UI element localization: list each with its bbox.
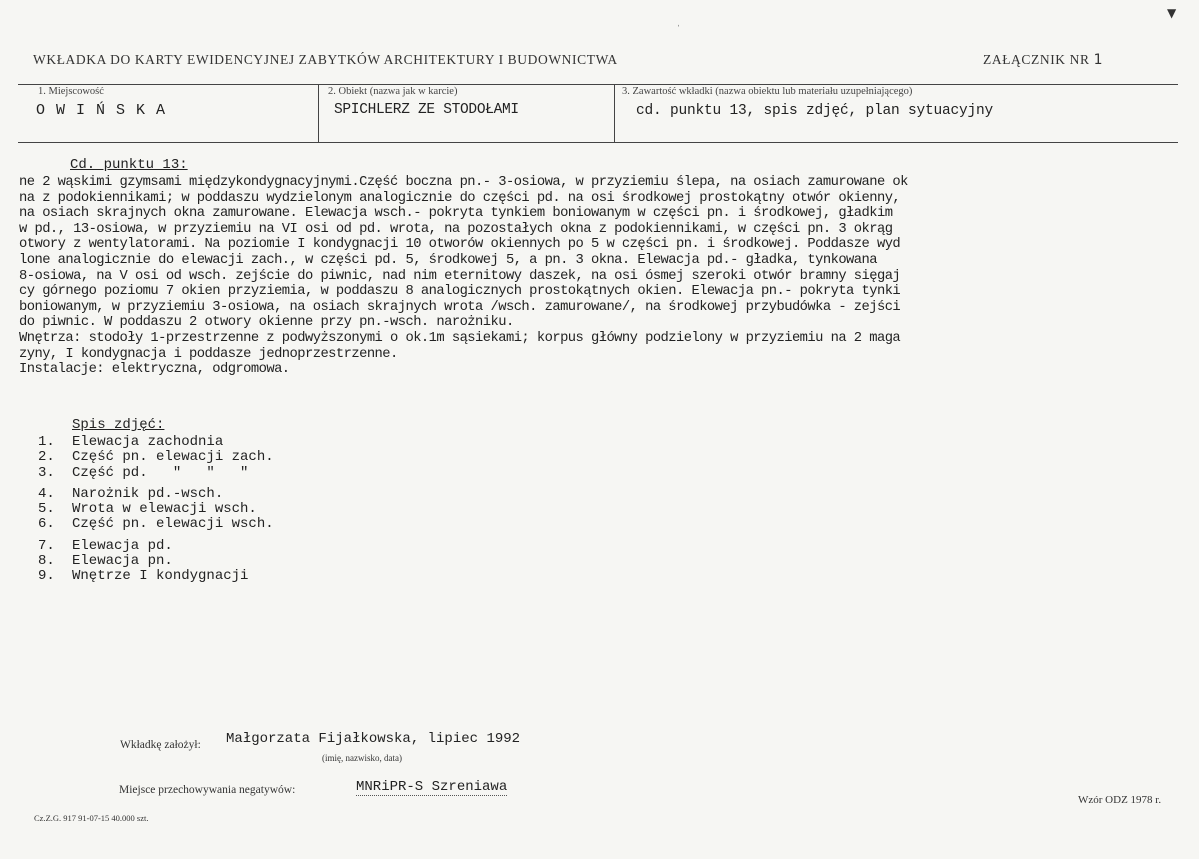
locality-value: O W I Ń S K A (36, 102, 167, 119)
text-line: otwory z wentylatorami. Na poziomie I kondygnacji 10 otworów okiennych po 5 w części pn. i środkowej. Poddasze wyd (19, 237, 901, 253)
text-line: Instalacje: elektryczna, odgromowa. (19, 362, 290, 378)
author-value: Małgorzata Fijałkowska, lipiec 1992 (226, 731, 521, 747)
photo-list (38, 435, 274, 585)
list-item: 8. Elewacja pn. (38, 553, 173, 570)
locality-label: 1. Miejscowość (38, 86, 104, 97)
text-line: zyny, I kondygnacja i poddasze jednoprzestrzenne. (19, 346, 398, 362)
annex-number: 1 (1093, 52, 1104, 68)
list-item: 4. Narożnik pd.-wsch. (38, 485, 224, 502)
photos-heading: Spis zdjęć: (72, 417, 165, 433)
text-line: do piwnic. W poddaszu 2 otwory okienne przy pn.-wsch. narożniku. (19, 315, 514, 331)
text-line: ne 2 wąskimi gzymsami międzykondygnacyjnymi.Część boczna pn.- 3-osiowa, w przyziemiu ślepa, na osiach zamurowane ok (19, 175, 908, 190)
author-label: Wkładkę założył: (120, 739, 201, 751)
description-text (19, 175, 1194, 378)
list-item: 6. Część pn. elewacji wsch. (38, 516, 274, 533)
object-label: 2. Obiekt (nazwa jak w karcie) (328, 86, 458, 97)
author-caption: (imię, nazwisko, data) (322, 753, 402, 763)
field-divider-2 (614, 84, 615, 142)
text-line: na z podokiennikami; w poddaszu wydzielonym analogicznie do części pd. na osi środkowej prostokątny otwór okienny, (19, 190, 901, 206)
text-line: Wnętrza: stodoły 1-przestrzenne z podwyższonymi o ok.1m sąsiekami; korpus główny podzielony w przyziemiu na 2 maga (19, 330, 901, 346)
section-heading: Cd. punktu 13: (70, 157, 188, 173)
template-note: Wzór ODZ 1978 r. (1078, 794, 1162, 806)
list-item: 9. Wnętrze I kondygnacji (38, 568, 249, 585)
text-line: na osiach skrajnych okna zamurowane. Elewacja wsch.- pokryta tynkiem boniowanym w części pn. i środkowej, gładkim (19, 206, 893, 222)
list-item: 1. Elewacja zachodnia (38, 434, 224, 450)
fields-rule (18, 142, 1178, 143)
storage-label: Miejsce przechowywania negatywów: (119, 784, 296, 796)
text-line: lone analogicznie do elewacji zach., w części pd. 5, środkowej 5, a pn. 3 okna. Elewacja pd.- gładka, tynkowana (19, 252, 877, 268)
header-rule (18, 84, 1178, 85)
list-item: 2. Część pn. elewacji zach. (38, 449, 274, 466)
storage-value: MNRiPR-S Szreniawa (356, 779, 508, 795)
list-item: 5. Wrota w elewacji wsch. (38, 501, 257, 518)
contents-label: 3. Zawartość wkładki (nazwa obiektu lub materiału uzupełniającego) (622, 86, 913, 97)
tick-mark: ˌ (677, 16, 681, 27)
list-item: 7. Elewacja pd. (38, 537, 173, 554)
text-line: boniowanym, w przyziemiu 3-osiowa, na osiach skrajnych wrota /wsch. zamurowane/, na środkowej przybudówka - zejści (19, 299, 901, 315)
text-line: w pd., 13-osiowa, w przyziemiu na VI osi od pd. wrota, na pozostałych okna z podokiennikami, w części pn. 3 okrąg (19, 221, 893, 237)
field-divider-1 (318, 84, 319, 142)
text-line: cy górnego poziomu 7 okien przyziemia, w poddaszu 8 analogicznych prostokątnych okien. Elewacja pn.- pokryta tynki (19, 284, 901, 300)
object-value: SPICHLERZ ZE STODOŁAMI (334, 102, 519, 118)
list-item: 3. Część pd. " " " (38, 464, 249, 481)
form-title: WKŁADKA DO KARTY EWIDENCYJNEJ ZABYTKÓW ARCHITEKTURY I BUDOWNICTWA (33, 52, 618, 67)
print-info: Cz.Z.G. 917 91-07-15 40.000 szt. (34, 813, 149, 823)
corner-mark: ▼ (1167, 6, 1177, 20)
annex-label: ZAŁĄCZNIK NR 1 (983, 52, 1104, 68)
contents-value: cd. punktu 13, spis zdjęć, plan sytuacyjny (636, 103, 994, 119)
text-line: 8-osiowa, na V osi od wsch. zejście do piwnic, nad nim eternitowy daszek, na osi ósmej szeroki otwór bramny sięgaj (19, 268, 901, 284)
